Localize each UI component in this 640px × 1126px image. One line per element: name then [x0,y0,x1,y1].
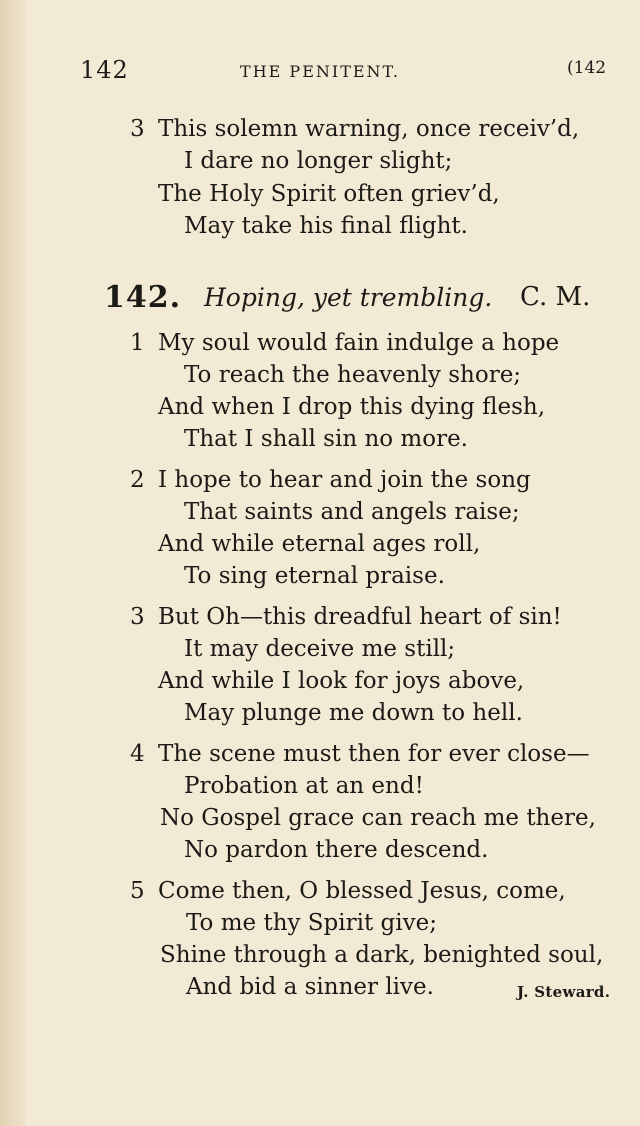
stanza-number: 5 [130,878,145,904]
verse-line: To sing eternal praise. [184,563,445,589]
verse-line: I dare no longer slight; [184,148,453,174]
verse-line: And bid a sinner live. [186,974,434,1000]
verse-line: I hope to hear and join the song [158,467,531,493]
hymn-number-mark: (142 [567,58,607,78]
verse-line: The Holy Spirit often griev’d, [158,181,500,207]
verse-line: Probation at an end! [184,773,424,799]
stanza-number: 1 [130,330,145,356]
hymn-number: 142. [104,280,182,315]
hymn-title: Hoping, yet trembling. [204,283,493,312]
page-header [0,56,640,90]
page-number: 142 [80,56,129,84]
verse-line: No pardon there descend. [184,837,489,863]
verse-line: Shine through a dark, benighted soul, [160,942,604,968]
verse-line: This solemn warning, once receiv’d, [158,116,580,142]
verse-line: That I shall sin no more. [184,426,468,452]
stanza-number: 4 [130,741,145,767]
verse-line: And while eternal ages roll, [158,531,481,557]
stanza-number: 3 [130,116,145,142]
hymn-heading [104,280,604,314]
verse-line: To me thy Spirit give; [186,910,437,936]
stanza-number: 3 [130,604,145,630]
hymn-meter: C. M. [520,282,591,312]
verse-line: That saints and angels raise; [184,499,520,525]
verse-line: And when I drop this dying flesh, [158,394,546,420]
stanza-number: 2 [130,467,145,493]
verse-line: And while I look for joys above, [158,668,525,694]
verse-line: May take his final flight. [184,213,468,239]
verse-line: May plunge me down to hell. [184,700,523,726]
verse-line: Come then, O blessed Jesus, come, [158,878,566,904]
page-edge [0,0,26,1126]
verse-line: No Gospel grace can reach me there, [160,805,596,831]
verse-line: To reach the heavenly shore; [184,362,522,388]
verse-line: It may deceive me still; [184,636,456,662]
verse-line: But Oh—this dreadful heart of sin! [158,604,562,630]
running-title: THE PENITENT. [240,62,400,81]
verse-line: The scene must then for ever close— [158,741,590,767]
verse-line: My soul would fain indulge a hope [158,330,560,356]
hymn-author: J. Steward. [517,983,611,1001]
